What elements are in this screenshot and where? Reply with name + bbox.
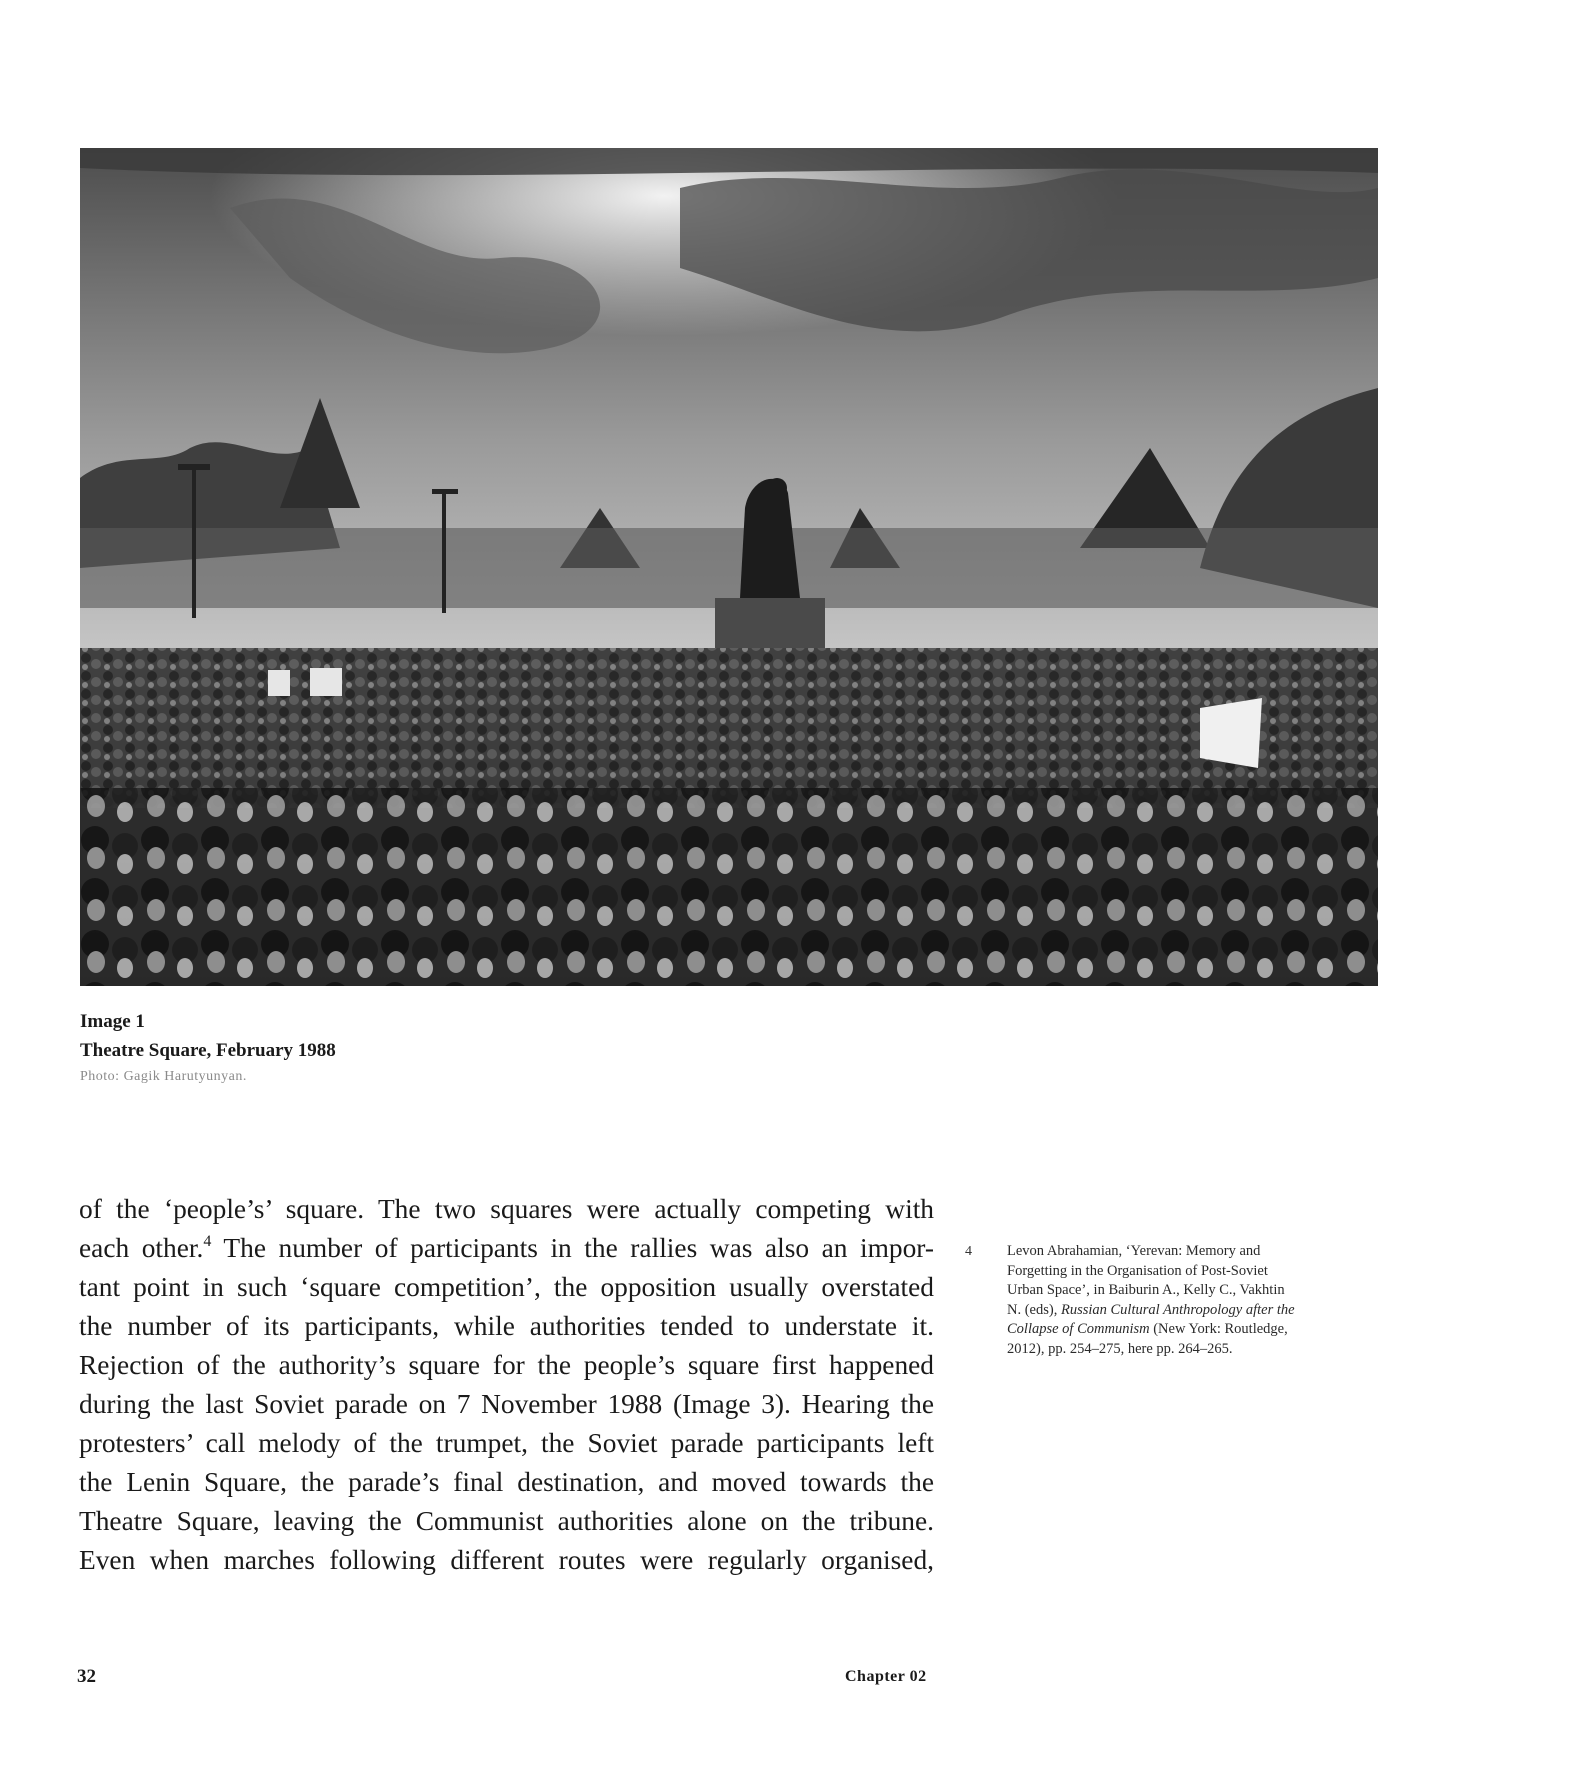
footnote-line: Forgetting in the Organisation of Post-Soviet <box>1007 1262 1268 1279</box>
body-line: Even when marches following different routes were regularly organised, <box>79 1545 934 1575</box>
footnote-line <box>1007 1320 1377 1340</box>
body-line: tant point in such ‘square competition’, the opposition usually overstated <box>79 1272 934 1302</box>
footnote-ref[interactable]: 4 <box>203 1233 212 1250</box>
body-line-start: each other. <box>79 1233 204 1263</box>
image-title: Theatre Square, February 1988 <box>80 1040 336 1061</box>
body-line: during the last Soviet parade on 7 November 1988 (Image 3). Hearing the <box>79 1389 934 1419</box>
body-paragraph <box>79 1190 934 1580</box>
photo-theatre-square <box>80 148 1378 986</box>
body-line: Theatre Square, leaving the Communist authorities alone on the tribune. <box>79 1506 934 1536</box>
crowd-photo-illustration <box>80 148 1378 986</box>
image-caption <box>80 1007 336 1089</box>
footnote-book-title: Russian Cultural Anthropology after the <box>1060 1301 1295 1318</box>
footnote-number: 4 <box>965 1244 972 1259</box>
footnote-line <box>1007 1301 1377 1321</box>
footnote-book-title-cont: Collapse of Communism <box>1007 1321 1150 1337</box>
footnote-text <box>1007 1242 1377 1359</box>
photo-credit: Photo: Gagik Harutyunyan. <box>80 1069 247 1084</box>
footnote-line: Levon Abrahamian, ‘Yerevan: Memory and <box>1007 1243 1261 1259</box>
body-line <box>79 1229 934 1268</box>
footnote-line: Urban Space’, in Baiburin A., Kelly C., Vakhtin <box>1007 1282 1285 1298</box>
body-line-rest: The number of participants in the rallies was also an impor- <box>223 1233 935 1263</box>
body-line: Rejection of the authority’s square for the people’s square first happened <box>79 1350 934 1380</box>
chapter-label: Chapter 02 <box>845 1668 927 1685</box>
body-line: of the ‘people’s’ square. The two squares were actually competing with <box>79 1194 934 1224</box>
image-label: Image 1 <box>80 1011 145 1032</box>
body-line: the number of its participants, while authorities tended to understate it. <box>79 1311 934 1341</box>
body-line: the Lenin Square, the parade’s final destination, and moved towards the <box>79 1467 934 1497</box>
body-line: protesters’ call melody of the trumpet, the Soviet parade participants left <box>79 1428 934 1458</box>
footnote-line-start: N. (eds), <box>1007 1301 1058 1318</box>
footnote-line: 2012), pp. 254–275, here pp. 264–265. <box>1007 1340 1233 1357</box>
footnote-line-end: (New York: Routledge, <box>1153 1321 1288 1337</box>
page-number: 32 <box>77 1666 96 1687</box>
